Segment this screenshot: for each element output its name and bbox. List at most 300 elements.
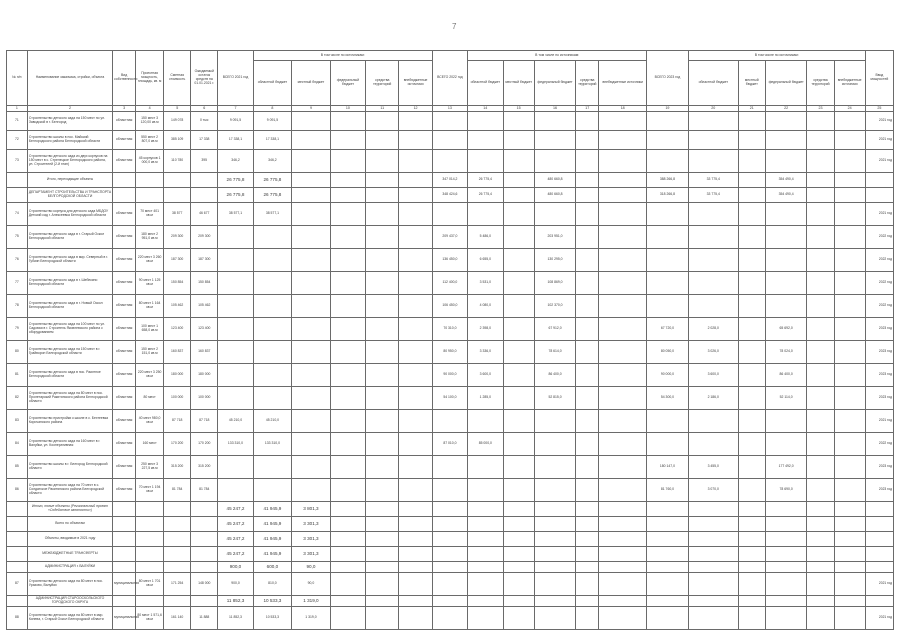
- federal-2021-cell: [330, 573, 365, 596]
- extrabudget-2022-cell: [599, 387, 647, 410]
- regional-2022-cell: 3 600,0: [468, 364, 503, 387]
- row-number: 75: [7, 226, 28, 249]
- capacity-cell: 80 мест 1 164 кв.м: [136, 295, 164, 318]
- extrabudget-2023-cell: [834, 562, 865, 573]
- regional-2023-cell: 3 600,0: [688, 364, 738, 387]
- capacity-cell: 160 мест: [136, 433, 164, 456]
- ownership-cell: [113, 547, 136, 562]
- territory-2021-cell: [366, 573, 399, 596]
- capacity-cell: 150 мест 2 151,0 кв.м: [136, 341, 164, 364]
- header-extrabudget-2023: внебюджетные источники: [834, 61, 865, 106]
- row-number: 71: [7, 112, 28, 131]
- territory-2021-cell: [366, 112, 399, 131]
- extrabudget-2021-cell: [399, 249, 432, 272]
- column-number: 22: [765, 106, 807, 112]
- territory-2023-cell: [807, 532, 834, 547]
- total-2022-cell: 90 000,0: [432, 364, 467, 387]
- extrabudget-2022-cell: [599, 112, 647, 131]
- regional-2022-cell: [468, 502, 503, 517]
- cost-cell: 110 780: [164, 150, 191, 173]
- territory-2021-cell: [366, 295, 399, 318]
- cost-cell: [164, 596, 191, 607]
- territory-2021-cell: [366, 517, 399, 532]
- total-2023-cell: 90 000,0: [647, 364, 689, 387]
- column-number: 11: [366, 106, 399, 112]
- local-2022-cell: [503, 131, 534, 150]
- object-name: Строительство детского сада в мкр. Северный в г. Губкин Белгородской области: [27, 249, 112, 272]
- remaining-cell: 87 718: [191, 410, 218, 433]
- regional-2022-cell: [468, 203, 503, 226]
- table-row: [7, 607, 894, 630]
- header-capacity: Проектная мощность, площадь, кв. м: [136, 51, 164, 106]
- table-row: [7, 341, 894, 364]
- capacity-cell: [136, 562, 164, 573]
- commissioning-year: 2023 год: [865, 479, 893, 502]
- federal-2021-cell: [330, 596, 365, 607]
- local-2021-cell: [292, 410, 331, 433]
- territory-2023-cell: [807, 112, 834, 131]
- federal-2021-cell: [330, 272, 365, 295]
- local-2022-cell: [503, 295, 534, 318]
- local-2021-cell: [292, 341, 331, 364]
- federal-2023-cell: [765, 249, 807, 272]
- remaining-cell: [191, 517, 218, 532]
- territory-2021-cell: [366, 607, 399, 630]
- column-number: 23: [807, 106, 834, 112]
- total-2022-cell: [432, 502, 467, 517]
- local-2023-cell: [738, 517, 765, 532]
- table-row: [7, 387, 894, 410]
- total-2023-cell: [647, 410, 689, 433]
- extrabudget-2023-cell: [834, 341, 865, 364]
- header-territory-2022: средства территорий: [576, 61, 599, 106]
- local-2023-cell: [738, 295, 765, 318]
- regional-2022-cell: [468, 150, 503, 173]
- total-2022-cell: 112 400,0: [432, 272, 467, 295]
- total-2023-cell: [647, 532, 689, 547]
- row-title: Итого, переходящие объекты: [27, 173, 112, 188]
- local-2023-cell: [738, 502, 765, 517]
- total-2021-cell: 900,0: [218, 562, 253, 573]
- local-2022-cell: [503, 364, 534, 387]
- table-row: [7, 150, 894, 173]
- header-group-2023: В том числе по источникам:: [688, 51, 865, 61]
- row-number: 74: [7, 203, 28, 226]
- total-2022-cell: [432, 456, 467, 479]
- total-2023-cell: 180 147,0: [647, 456, 689, 479]
- regional-2021-cell: 10 533,3: [253, 596, 292, 607]
- federal-2023-cell: 65 692,0: [765, 318, 807, 341]
- total-2021-cell: [218, 226, 253, 249]
- commissioning-year: [865, 596, 893, 607]
- regional-2022-cell: [468, 410, 503, 433]
- extrabudget-2023-cell: [834, 364, 865, 387]
- local-2021-cell: 3 301,3: [292, 532, 331, 547]
- capacity-cell: 40 мест 980,0 кв.м: [136, 410, 164, 433]
- local-2023-cell: [738, 318, 765, 341]
- extrabudget-2023-cell: [834, 203, 865, 226]
- ownership-cell: [113, 188, 136, 203]
- territory-2023-cell: [807, 562, 834, 573]
- local-2021-cell: [292, 203, 331, 226]
- local-2022-cell: [503, 547, 534, 562]
- row-title: Объекты, вводимые в 2021 году: [27, 532, 112, 547]
- capacity-cell: 80 мест: [136, 387, 164, 410]
- commissioning-year: [865, 562, 893, 573]
- remaining-cell: 100 000: [191, 387, 218, 410]
- regional-2022-cell: [468, 547, 503, 562]
- regional-2021-cell: [253, 387, 292, 410]
- regional-2022-cell: 4 080,0: [468, 295, 503, 318]
- extrabudget-2021-cell: [399, 479, 432, 502]
- federal-2021-cell: [330, 502, 365, 517]
- local-2023-cell: [738, 573, 765, 596]
- total-2022-cell: [432, 573, 467, 596]
- federal-2023-cell: [765, 112, 807, 131]
- extrabudget-2023-cell: [834, 387, 865, 410]
- extrabudget-2021-cell: [399, 341, 432, 364]
- extrabudget-2023-cell: [834, 318, 865, 341]
- total-2023-cell: 80 050,0: [647, 341, 689, 364]
- capacity-cell: 220 мест 3 260 кв.м: [136, 249, 164, 272]
- federal-2022-cell: [534, 596, 576, 607]
- federal-2021-cell: [330, 173, 365, 188]
- extrabudget-2023-cell: [834, 173, 865, 188]
- row-number: 86: [7, 479, 28, 502]
- territory-2021-cell: [366, 532, 399, 547]
- federal-2022-cell: [534, 112, 576, 131]
- commissioning-year: [865, 502, 893, 517]
- total-2023-cell: [647, 596, 689, 607]
- extrabudget-2021-cell: [399, 112, 432, 131]
- ownership-cell: [113, 173, 136, 188]
- federal-2023-cell: [765, 272, 807, 295]
- header-federal-2022: федеральный бюджет: [534, 61, 576, 106]
- header-commissioning: Ввод мощностей: [865, 51, 893, 106]
- federal-2022-cell: 86 400,0: [534, 364, 576, 387]
- cost-cell: 170 200: [164, 433, 191, 456]
- table-row: [7, 410, 894, 433]
- ownership-cell: областная: [113, 203, 136, 226]
- cost-cell: 161 140: [164, 607, 191, 630]
- total-2023-cell: [647, 573, 689, 596]
- federal-2023-cell: 177 492,0: [765, 456, 807, 479]
- regional-2021-cell: 26 775,8: [253, 173, 292, 188]
- commissioning-year: 2021 год: [865, 203, 893, 226]
- territory-2023-cell: [807, 596, 834, 607]
- total-2021-cell: [218, 272, 253, 295]
- territory-2023-cell: [807, 188, 834, 203]
- cost-cell: [164, 532, 191, 547]
- local-2021-cell: [292, 479, 331, 502]
- header-extrabudget-2021: внебюджетные источники: [399, 61, 432, 106]
- extrabudget-2022-cell: [599, 318, 647, 341]
- ownership-cell: муниципальная: [113, 607, 136, 630]
- extrabudget-2021-cell: [399, 532, 432, 547]
- territory-2022-cell: [576, 249, 599, 272]
- local-2023-cell: [738, 607, 765, 630]
- cost-cell: [164, 173, 191, 188]
- federal-2022-cell: [534, 547, 576, 562]
- federal-2021-cell: [330, 532, 365, 547]
- row-title: МЕЖБЮДЖЕТНЫЕ ТРАНСФЕРТЫ: [27, 547, 112, 562]
- territory-2022-cell: [576, 341, 599, 364]
- capacity-cell: 80 мест 1 701 кв.м: [136, 573, 164, 596]
- column-number: 14: [468, 106, 503, 112]
- extrabudget-2022-cell: [599, 456, 647, 479]
- total-2022-cell: 106 450,0: [432, 295, 467, 318]
- territory-2023-cell: [807, 364, 834, 387]
- object-name: Строительство детского сада на 80 мест в пос. Уразово, Валуйки: [27, 573, 112, 596]
- header-remaining: Ожидаемый остаток средств на 01.01.2021 г.: [191, 51, 218, 106]
- local-2022-cell: [503, 150, 534, 173]
- header-name: Наименование заказчика, стройки, объекта: [27, 51, 112, 106]
- total-2023-cell: [647, 150, 689, 173]
- capacity-cell: 100 мест 1 658,0 кв.м: [136, 318, 164, 341]
- ownership-cell: областная: [113, 150, 136, 173]
- total-2023-cell: [647, 607, 689, 630]
- local-2021-cell: 1 319,0: [292, 607, 331, 630]
- remaining-cell: 315 200: [191, 456, 218, 479]
- federal-2022-cell: [534, 410, 576, 433]
- row-number: [7, 562, 28, 573]
- federal-2021-cell: [330, 547, 365, 562]
- extrabudget-2023-cell: [834, 502, 865, 517]
- table-row: [7, 433, 894, 456]
- capacity-cell: 220 мест 3 250 кв.м: [136, 364, 164, 387]
- territory-2021-cell: [366, 173, 399, 188]
- row-number: [7, 502, 28, 517]
- federal-2023-cell: 52 114,0: [765, 387, 807, 410]
- object-name: Строительство детского сада на 80 мест в мкр. Конева, г. Старый Оскол Белгородской области: [27, 607, 112, 630]
- extrabudget-2021-cell: [399, 517, 432, 532]
- total-2022-cell: [432, 532, 467, 547]
- cost-cell: 123 400: [164, 318, 191, 341]
- local-2023-cell: [738, 562, 765, 573]
- regional-2023-cell: [688, 203, 738, 226]
- federal-2023-cell: [765, 150, 807, 173]
- local-2022-cell: [503, 272, 534, 295]
- total-2023-cell: [647, 433, 689, 456]
- row-number: 82: [7, 387, 28, 410]
- regional-2021-cell: 41 945,9: [253, 517, 292, 532]
- cost-cell: 180 000: [164, 364, 191, 387]
- capacity-cell: [136, 532, 164, 547]
- commissioning-year: 2022 год: [865, 433, 893, 456]
- commissioning-year: 2022 год: [865, 272, 893, 295]
- federal-2023-cell: [765, 517, 807, 532]
- extrabudget-2023-cell: [834, 249, 865, 272]
- regional-2021-cell: [253, 364, 292, 387]
- territory-2022-cell: [576, 562, 599, 573]
- row-number: 87: [7, 573, 28, 596]
- column-number: 16: [534, 106, 576, 112]
- extrabudget-2021-cell: [399, 131, 432, 150]
- capacity-cell: 45 корпусов 1 000,0 кв.м: [136, 150, 164, 173]
- federal-2023-cell: [765, 203, 807, 226]
- local-2022-cell: [503, 433, 534, 456]
- federal-2023-cell: [765, 562, 807, 573]
- territory-2022-cell: [576, 226, 599, 249]
- local-2022-cell: [503, 249, 534, 272]
- local-2023-cell: [738, 479, 765, 502]
- territory-2022-cell: [576, 517, 599, 532]
- federal-2021-cell: [330, 456, 365, 479]
- extrabudget-2023-cell: [834, 131, 865, 150]
- extrabudget-2021-cell: [399, 203, 432, 226]
- table-row: [7, 364, 894, 387]
- object-name: Строительство детского сада на 150 мест по ул. Заводской в г. Белгород: [27, 112, 112, 131]
- regional-2023-cell: [688, 226, 738, 249]
- federal-2021-cell: [330, 131, 365, 150]
- federal-2021-cell: [330, 150, 365, 173]
- local-2023-cell: [738, 387, 765, 410]
- local-2022-cell: [503, 387, 534, 410]
- capacity-cell: 70 мест 401 кв.м: [136, 203, 164, 226]
- ownership-cell: областная: [113, 131, 136, 150]
- regional-2021-cell: 26 775,8: [253, 188, 292, 203]
- cost-cell: 105 462: [164, 295, 191, 318]
- regional-2023-cell: 33 775,4: [688, 188, 738, 203]
- column-number: 18: [599, 106, 647, 112]
- total-2021-cell: [218, 295, 253, 318]
- territory-2021-cell: [366, 203, 399, 226]
- federal-2022-cell: [534, 573, 576, 596]
- federal-2022-cell: [534, 532, 576, 547]
- regional-2023-cell: [688, 502, 738, 517]
- extrabudget-2023-cell: [834, 150, 865, 173]
- commissioning-year: 2023 год: [865, 364, 893, 387]
- local-2021-cell: 3 301,3: [292, 547, 331, 562]
- federal-2023-cell: [765, 410, 807, 433]
- row-number: [7, 188, 28, 203]
- row-title: АДМИНИСТРАЦИЯ СТАРООСКОЛЬСКОГО ГОРОДСКОГО ОКРУГА: [27, 596, 112, 607]
- regional-2022-cell: [468, 562, 503, 573]
- territory-2022-cell: [576, 456, 599, 479]
- total-2022-cell: [432, 203, 467, 226]
- ownership-cell: [113, 596, 136, 607]
- object-name: Строительство детского сада на 70 мест в с. Солдатское Ракитянского района Белгородской области: [27, 479, 112, 502]
- commissioning-year: 2023 год: [865, 318, 893, 341]
- extrabudget-2023-cell: [834, 479, 865, 502]
- total-2021-cell: [218, 341, 253, 364]
- federal-2021-cell: [330, 188, 365, 203]
- extrabudget-2023-cell: [834, 295, 865, 318]
- local-2023-cell: [738, 173, 765, 188]
- local-2023-cell: [738, 364, 765, 387]
- commissioning-year: 2022 год: [865, 295, 893, 318]
- extrabudget-2021-cell: [399, 295, 432, 318]
- row-title: АДМИНИСТРАЦИЯ г. ВАЛУЙКИ: [27, 562, 112, 573]
- total-2021-cell: 45 210,0: [218, 410, 253, 433]
- total-2021-cell: 26 775,8: [218, 173, 253, 188]
- regional-2021-cell: 41 945,9: [253, 547, 292, 562]
- table-subtotal-row: [7, 502, 894, 517]
- object-name: Строительство детского сада из двух корпусов на 150 мест в с. Стрелецкое Белгородского района, ул. Строителей (2-й этап): [27, 150, 112, 173]
- commissioning-year: [865, 173, 893, 188]
- extrabudget-2021-cell: [399, 410, 432, 433]
- row-title: Всего по объектам: [27, 517, 112, 532]
- regional-2023-cell: 33 775,4: [688, 173, 738, 188]
- capacity-cell: 180 мест 2 951,0 кв.м: [136, 226, 164, 249]
- remaining-cell: 170 200: [191, 433, 218, 456]
- territory-2021-cell: [366, 272, 399, 295]
- row-number: 81: [7, 364, 28, 387]
- federal-2022-cell: [534, 150, 576, 173]
- federal-2023-cell: 354 490,4: [765, 188, 807, 203]
- cost-cell: [164, 562, 191, 573]
- total-2022-cell: 209 437,0: [432, 226, 467, 249]
- territory-2023-cell: [807, 607, 834, 630]
- total-2021-cell: 45 247,2: [218, 532, 253, 547]
- table-row: [7, 573, 894, 596]
- federal-2021-cell: [330, 479, 365, 502]
- cost-cell: 385 109: [164, 131, 191, 150]
- regional-2022-cell: [468, 573, 503, 596]
- territory-2022-cell: [576, 479, 599, 502]
- territory-2022-cell: [576, 173, 599, 188]
- territory-2022-cell: [576, 410, 599, 433]
- capacity-cell: [136, 173, 164, 188]
- commissioning-year: 2023 год: [865, 341, 893, 364]
- extrabudget-2021-cell: [399, 456, 432, 479]
- remaining-cell: 11 888: [191, 607, 218, 630]
- regional-2021-cell: [253, 318, 292, 341]
- regional-2023-cell: [688, 596, 738, 607]
- extrabudget-2022-cell: [599, 203, 647, 226]
- federal-2023-cell: 78 024,0: [765, 341, 807, 364]
- regional-2021-cell: 45 210,0: [253, 410, 292, 433]
- local-2023-cell: [738, 188, 765, 203]
- page-number-mark: 7: [452, 22, 457, 31]
- extrabudget-2022-cell: [599, 410, 647, 433]
- federal-2021-cell: [330, 226, 365, 249]
- total-2022-cell: 136 450,0: [432, 249, 467, 272]
- regional-2022-cell: 85 000,0: [468, 433, 503, 456]
- extrabudget-2023-cell: [834, 272, 865, 295]
- extrabudget-2022-cell: [599, 479, 647, 502]
- territory-2023-cell: [807, 318, 834, 341]
- total-2022-cell: [432, 562, 467, 573]
- extrabudget-2021-cell: [399, 596, 432, 607]
- federal-2023-cell: [765, 433, 807, 456]
- federal-2022-cell: 480 660,8: [534, 188, 576, 203]
- total-2023-cell: [647, 562, 689, 573]
- extrabudget-2023-cell: [834, 433, 865, 456]
- row-number: 73: [7, 150, 28, 173]
- total-2023-cell: 67 720,0: [647, 318, 689, 341]
- extrabudget-2021-cell: [399, 433, 432, 456]
- federal-2021-cell: [330, 341, 365, 364]
- object-name: Строительство школы в пос. Майский Белгородского района Белгородской области: [27, 131, 112, 150]
- header-local-2022: местный бюджет: [503, 61, 534, 106]
- commissioning-year: [865, 547, 893, 562]
- territory-2021-cell: [366, 547, 399, 562]
- extrabudget-2022-cell: [599, 517, 647, 532]
- extrabudget-2023-cell: [834, 573, 865, 596]
- extrabudget-2022-cell: [599, 249, 647, 272]
- regional-2022-cell: 26 775,4: [468, 173, 503, 188]
- total-2021-cell: 9 091,5: [218, 112, 253, 131]
- cost-cell: [164, 502, 191, 517]
- local-2022-cell: [503, 203, 534, 226]
- regional-2021-cell: 9 091,5: [253, 112, 292, 131]
- total-2022-cell: [432, 150, 467, 173]
- commissioning-year: 2023 год: [865, 456, 893, 479]
- federal-2021-cell: [330, 318, 365, 341]
- ownership-cell: [113, 532, 136, 547]
- territory-2021-cell: [366, 364, 399, 387]
